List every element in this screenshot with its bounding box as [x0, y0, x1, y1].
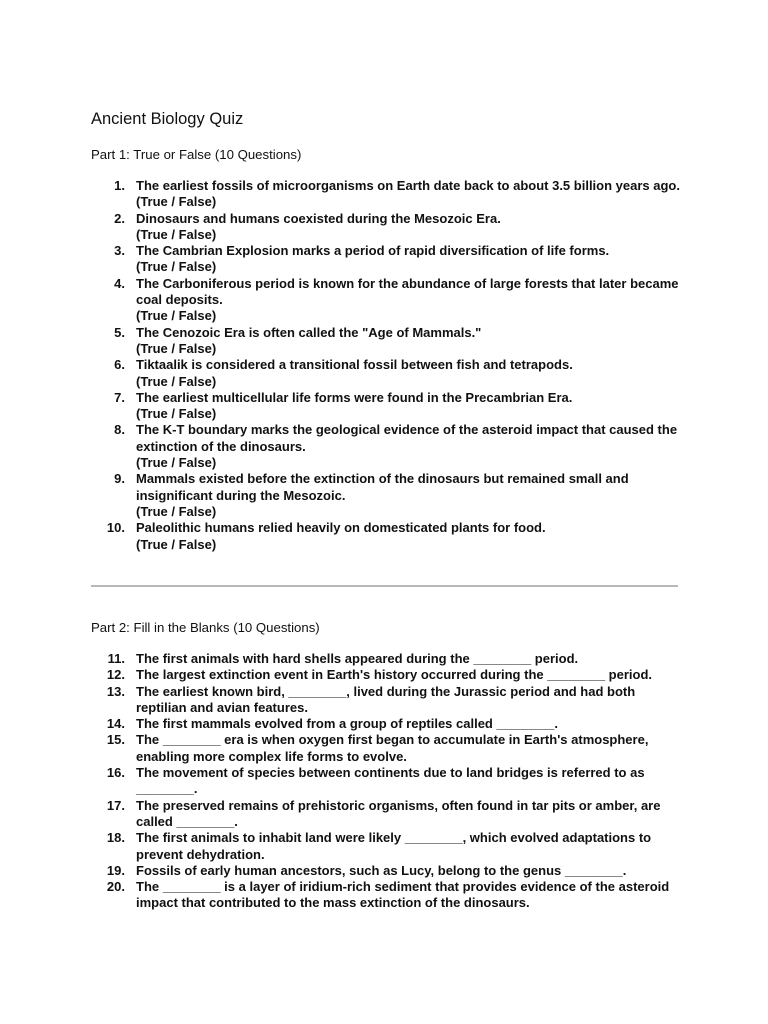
question-text: Tiktaalik is considered a transitional fossil between fish and tetrapods. [136, 357, 573, 373]
question-item [91, 520, 681, 553]
question-item [91, 684, 681, 717]
question-text: The earliest known bird, ________, lived during the Jurassic period and had both reptilian and avian features. [136, 683, 636, 715]
question-text: The ________ era is when oxygen first began to accumulate in Earth's atmosphere, enabling more complex life forms to evolve. [136, 732, 649, 764]
question-number: 16. [106, 765, 125, 781]
question-item [91, 178, 681, 211]
question-number: 11. [107, 651, 125, 666]
question-number: 13. [106, 683, 125, 699]
question-item [91, 651, 681, 667]
question-text: The preserved remains of prehistoric organisms, often found in tar pits or amber, are called ________. [136, 797, 661, 829]
question-text: The Carboniferous period is known for the abundance of large forests that later became coal deposits. [136, 275, 679, 308]
answer-options: (True / False) [136, 226, 217, 242]
question-item [91, 863, 681, 879]
question-item [91, 243, 681, 276]
question-number: 19. [106, 862, 125, 878]
question-number: 4. [114, 275, 125, 291]
answer-options: (True / False) [136, 455, 217, 471]
question-number: 14. [106, 716, 125, 732]
question-text: The Cambrian Explosion marks a period of rapid diversification of life forms. [136, 243, 610, 259]
question-item [91, 798, 681, 831]
question-item [91, 325, 681, 358]
question-text: Fossils of early human ancestors, such as Lucy, belong to the genus ________. [136, 862, 627, 878]
question-item [91, 667, 681, 683]
question-number: 3. [114, 243, 125, 259]
question-item [91, 765, 681, 798]
question-number: 12. [106, 667, 125, 683]
question-item [91, 357, 681, 390]
question-number: 8. [114, 422, 125, 438]
answer-options: (True / False) [136, 406, 217, 422]
part1-heading: Part 1: True or False (10 Questions) [91, 147, 302, 162]
question-number: 5. [114, 324, 125, 340]
question-item [91, 830, 681, 863]
answer-options: (True / False) [136, 308, 217, 324]
question-item [91, 732, 681, 765]
question-number: 15. [106, 732, 125, 748]
question-text: The K-T boundary marks the geological evidence of the asteroid impact that caused the extinction of the dinosaurs. [136, 422, 678, 454]
question-item [91, 390, 681, 423]
question-text: Dinosaurs and humans coexisted during the Mesozoic Era. [136, 210, 501, 226]
question-text: The largest extinction event in Earth's history occurred during the ________ period. [136, 667, 653, 683]
question-text: The ________ is a layer of iridium-rich sediment that provides evidence of the asteroid impact that contributed to the mass extinction of the dinosaurs. [136, 879, 670, 911]
question-item [91, 879, 681, 912]
question-text: The first animals with hard shells appeared during the ________ period. [136, 651, 579, 666]
question-number: 20. [106, 879, 125, 895]
question-number: 1. [114, 178, 125, 193]
question-text: Paleolithic humans relied heavily on domesticated plants for food. [136, 520, 546, 536]
answer-options: (True / False) [136, 536, 217, 552]
answer-options: (True / False) [136, 259, 217, 275]
question-text: The earliest fossils of microorganisms on Earth date back to about 3.5 billion years ago. [136, 178, 680, 193]
question-number: 6. [114, 357, 125, 373]
answer-options: (True / False) [136, 373, 217, 389]
section-divider [91, 585, 678, 587]
question-text: Mammals existed before the extinction of the dinosaurs but remained small and insignificant during the Mesozoic. [136, 471, 629, 503]
question-number: 7. [114, 389, 125, 405]
question-text: The earliest multicellular life forms were found in the Precambrian Era. [136, 389, 573, 405]
question-item [91, 211, 681, 244]
question-text: The first animals to inhabit land were likely ________, which evolved adaptations to prevent dehydration. [136, 830, 652, 862]
answer-options: (True / False) [136, 194, 217, 210]
question-text: The movement of species between continents due to land bridges is referred to as ________. [136, 765, 645, 797]
question-item [91, 422, 681, 471]
question-number: 10. [106, 520, 125, 536]
question-number: 17. [106, 797, 125, 813]
question-number: 18. [106, 830, 125, 846]
answer-options: (True / False) [136, 503, 217, 519]
document-title: Ancient Biology Quiz [91, 110, 244, 128]
question-text: The Cenozoic Era is often called the "Age of Mammals." [136, 324, 482, 340]
part2-question-list [91, 651, 681, 912]
question-number: 2. [114, 210, 125, 226]
part2-heading: Part 2: Fill in the Blanks (10 Questions) [91, 620, 320, 635]
answer-options: (True / False) [136, 340, 217, 356]
question-item [91, 276, 681, 325]
question-number: 9. [114, 471, 125, 487]
part1-question-list [91, 178, 681, 553]
question-text: The first mammals evolved from a group of reptiles called ________. [136, 716, 558, 732]
question-item [91, 716, 681, 732]
question-item [91, 471, 681, 520]
